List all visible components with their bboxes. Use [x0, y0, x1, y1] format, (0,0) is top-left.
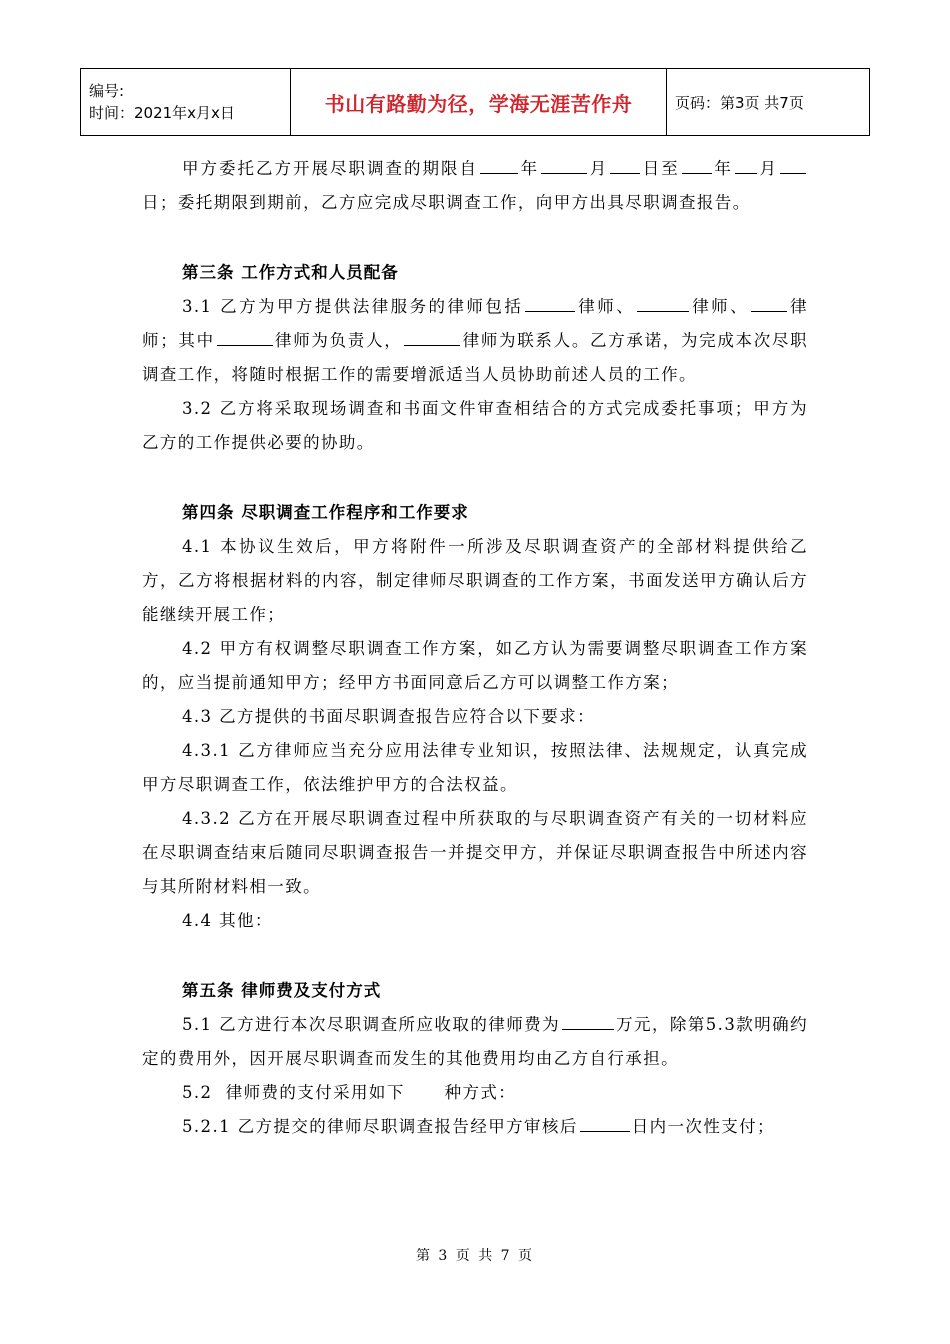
- text-run: 年: [519, 159, 540, 178]
- paragraph-4-3: 4.3 乙方提供的书面尽职调查报告应符合以下要求：: [182, 707, 595, 726]
- text-run: 甲方委托乙方开展尽职调查的期限自: [182, 159, 478, 178]
- document-body: [142, 152, 808, 1144]
- fill-blank: [610, 155, 640, 174]
- paragraph-5-2: 5.2 律师费的支付采用如下 种方式：: [182, 1083, 517, 1102]
- paragraph-3-2: 3.2 乙方将采取现场调查和书面文件审查相结合的方式完成委托事项；甲方为乙方的工作提供必要的协助。: [142, 399, 808, 452]
- fill-blank: [751, 293, 787, 312]
- paragraph-term: [142, 152, 808, 220]
- text-run: 律师、: [691, 297, 750, 316]
- fill-blank: [735, 155, 757, 174]
- fill-blank: [217, 327, 273, 346]
- fill-blank: [404, 327, 460, 346]
- spacer: [142, 938, 808, 974]
- text-run: 月: [589, 159, 609, 178]
- article-5-heading: 第五条 律师费及支付方式: [182, 981, 382, 1000]
- text-run: 日内一次性支付；: [631, 1117, 775, 1136]
- spacer: [142, 460, 808, 496]
- text-run: 万元，除第5.3款明确约定的费用外，因开展尽职调查而发生的其他费用均由乙方自行承担。: [142, 1015, 808, 1068]
- text-run: 5.2.1 乙方提交的律师尽职调查报告经甲方审核后: [182, 1117, 578, 1136]
- text-run: 5.1 乙方进行本次尽职调查所应收取的律师费为: [182, 1015, 561, 1034]
- paragraph-3-1: [142, 290, 808, 392]
- text-run: 律师、: [577, 297, 636, 316]
- paragraph-5-2-1: [142, 1110, 808, 1144]
- header-meta-cell: [81, 69, 291, 136]
- text-run: 年: [713, 159, 733, 178]
- text-run: 日至: [642, 159, 680, 178]
- fill-blank: [480, 155, 518, 174]
- paragraph-4-3-1: 4.3.1 乙方律师应当充分应用法律专业知识，按照法律、法规规定，认真完成甲方尽职调查工作，依法维护甲方的合法权益。: [142, 741, 808, 794]
- paragraph-4-3-2: 4.3.2 乙方在开展尽职调查过程中所获取的与尽职调查资产有关的一切材料应在尽职调查结束后随同尽职调查报告一并提交甲方，并保证尽职调查报告中所述内容与其所附材料相一致。: [142, 809, 808, 896]
- paragraph-4-4: 4.4 其他：: [182, 911, 273, 930]
- text-run: 律师为负责人，: [274, 331, 403, 350]
- text-run: 月: [758, 159, 779, 178]
- paragraph-4-1: 4.1 本协议生效后，甲方将附件一所涉及尽职调查资产的全部材料提供给乙方，乙方将根据材料的内容，制定律师尽职调查的工作方案，书面发送甲方确认后方能继续开展工作；: [142, 537, 808, 624]
- fill-blank: [525, 293, 575, 312]
- text-run: 3.1 乙方为甲方提供法律服务的律师包括: [182, 297, 524, 316]
- text-run: 师；其中: [142, 331, 215, 350]
- article-3-heading: 第三条 工作方式和人员配备: [182, 263, 399, 282]
- article-4-heading: 第四条 尽职调查工作程序和工作要求: [182, 503, 469, 522]
- fill-blank: [541, 155, 587, 174]
- document-header: [80, 68, 870, 136]
- text-run: 委托期限到期前，乙方应完成尽职调查工作，向甲方出具尽职调查报告。: [177, 193, 751, 212]
- paragraph-4-2: 4.2 甲方有权调整尽职调查工作方案，如乙方认为需要调整尽职调查工作方案的，应当提前通知甲方；经甲方书面同意后乙方可以调整工作方案；: [142, 639, 808, 692]
- text-run: 律师为联系人。乙方承诺，为完成本次尽职调查工作，将随时根据工作的需要增派适当人员协助前述人员的工作。: [142, 331, 808, 384]
- fill-blank: [580, 1113, 630, 1132]
- header-motto: 书山有路勤为径，学海无涯苦作舟: [291, 69, 667, 136]
- fill-blank: [682, 155, 712, 174]
- header-page-info: 页码：第3页 共7页: [667, 69, 870, 136]
- fill-blank: [637, 293, 689, 312]
- spacer: [142, 220, 808, 256]
- paragraph-5-1: [142, 1008, 808, 1076]
- text-run: 日；: [142, 193, 178, 212]
- fill-blank: [780, 155, 806, 174]
- fill-blank: [562, 1011, 614, 1030]
- document-date-label: 时间：2021年x月x日: [89, 104, 235, 122]
- document-number-label: 编号:: [89, 82, 125, 100]
- text-run: 律: [789, 297, 808, 316]
- page-footer: 第 3 页 共 7 页: [415, 1248, 535, 1264]
